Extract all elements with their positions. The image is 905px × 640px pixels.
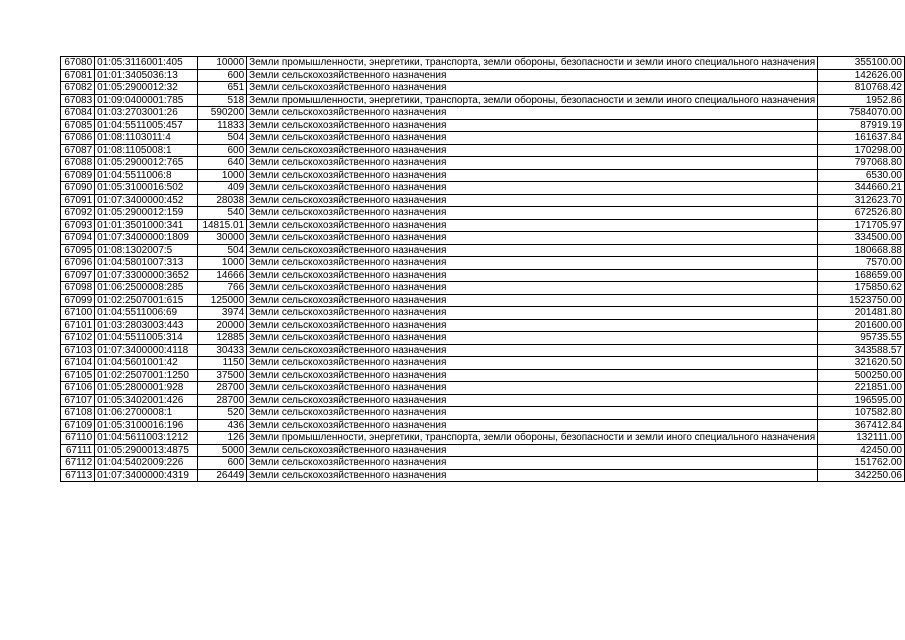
cadastral-value-cell: 1523750.00 [818,294,905,307]
area-cell: 1000 [197,169,246,182]
cadastral-value-cell: 342250.06 [818,469,905,482]
table-row [61,194,905,207]
row-number-cell: 67101 [61,319,95,332]
row-number-cell: 67088 [61,157,95,170]
cadastral-number-cell: 01:07:3400000:4319 [95,469,198,482]
table-row [61,369,905,382]
cadastral-number-cell: 01:04:5801007:313 [95,257,198,270]
row-number-cell: 67109 [61,419,95,432]
area-cell: 590200 [197,107,246,120]
land-category-cell: Земли сельскохозяйственного назначения [247,357,818,370]
table-row [61,132,905,145]
table-row [61,344,905,357]
cadastral-value-cell: 810768.42 [818,82,905,95]
row-number-cell: 67100 [61,307,95,320]
area-cell: 11833 [197,119,246,132]
table-row [61,157,905,170]
land-category-cell: Земли сельскохозяйственного назначения [247,469,818,482]
table-row [61,182,905,195]
row-number-cell: 67110 [61,432,95,445]
area-cell: 436 [197,419,246,432]
land-category-cell: Земли сельскохозяйственного назначения [247,307,818,320]
land-category-cell: Земли сельскохозяйственного назначения [247,69,818,82]
table-row [61,444,905,457]
cadastral-number-cell: 01:04:5511006:69 [95,307,198,320]
row-number-cell: 67085 [61,119,95,132]
cadastral-value-cell: 7570.00 [818,257,905,270]
cadastral-number-cell: 01:09:0400001:785 [95,94,198,107]
row-number-cell: 67087 [61,144,95,157]
table-row [61,332,905,345]
area-cell: 125000 [197,294,246,307]
cadastral-value-cell: 107582.80 [818,407,905,420]
cadastral-value-cell: 1952.86 [818,94,905,107]
row-number-cell: 67106 [61,382,95,395]
table-row [61,82,905,95]
table-row [61,319,905,332]
row-number-cell: 67107 [61,394,95,407]
cadastral-value-cell: 87919.19 [818,119,905,132]
table-row [61,432,905,445]
land-category-cell: Земли сельскохозяйственного назначения [247,344,818,357]
area-cell: 14815.01 [197,219,246,232]
cadastral-number-cell: 01:08:1105008:1 [95,144,198,157]
land-category-cell: Земли сельскохозяйственного назначения [247,382,818,395]
area-cell: 1150 [197,357,246,370]
area-cell: 600 [197,69,246,82]
table-row [61,219,905,232]
land-category-cell: Земли сельскохозяйственного назначения [247,119,818,132]
row-number-cell: 67102 [61,332,95,345]
cadastral-value-cell: 132111.00 [818,432,905,445]
table-row [61,144,905,157]
row-number-cell: 67096 [61,257,95,270]
land-category-cell: Земли сельскохозяйственного назначения [247,157,818,170]
land-category-cell: Земли промышленности, энергетики, транспорта, земли обороны, безопасности и земли иного специального назначения [247,432,818,445]
cadastral-value-cell: 500250.00 [818,369,905,382]
row-number-cell: 67083 [61,94,95,107]
cadastral-number-cell: 01:01:3501000:341 [95,219,198,232]
area-cell: 640 [197,157,246,170]
table-row [61,244,905,257]
area-cell: 651 [197,82,246,95]
land-category-cell: Земли сельскохозяйственного назначения [247,269,818,282]
area-cell: 10000 [197,57,246,70]
cadastral-value-cell: 6530.00 [818,169,905,182]
land-registry-table [60,56,905,482]
table-row [61,257,905,270]
cadastral-value-cell: 312623.70 [818,194,905,207]
area-cell: 26449 [197,469,246,482]
cadastral-number-cell: 01:08:1103011:4 [95,132,198,145]
cadastral-number-cell: 01:04:5511005:314 [95,332,198,345]
table-row [61,107,905,120]
land-category-cell: Земли промышленности, энергетики, транспорта, земли обороны, безопасности и земли иного специального назначения [247,94,818,107]
table-row [61,269,905,282]
area-cell: 20000 [197,319,246,332]
row-number-cell: 67105 [61,369,95,382]
cadastral-value-cell: 42450.00 [818,444,905,457]
land-category-cell: Земли сельскохозяйственного назначения [247,444,818,457]
cadastral-number-cell: 01:05:3116001:405 [95,57,198,70]
area-cell: 520 [197,407,246,420]
land-category-cell: Земли сельскохозяйственного назначения [247,457,818,470]
table-row [61,357,905,370]
row-number-cell: 67113 [61,469,95,482]
area-cell: 14666 [197,269,246,282]
area-cell: 5000 [197,444,246,457]
cadastral-number-cell: 01:05:3100016:502 [95,182,198,195]
cadastral-number-cell: 01:05:2900013:4875 [95,444,198,457]
cadastral-number-cell: 01:01:3405036:13 [95,69,198,82]
land-category-cell: Земли сельскохозяйственного назначения [247,132,818,145]
land-category-cell: Земли сельскохозяйственного назначения [247,407,818,420]
cadastral-value-cell: 170298.00 [818,144,905,157]
table-row [61,307,905,320]
cadastral-value-cell: 343588.57 [818,344,905,357]
row-number-cell: 67103 [61,344,95,357]
cadastral-value-cell: 7584070.00 [818,107,905,120]
row-number-cell: 67091 [61,194,95,207]
cadastral-number-cell: 01:04:5601001:42 [95,357,198,370]
row-number-cell: 67098 [61,282,95,295]
row-number-cell: 67084 [61,107,95,120]
row-number-cell: 67082 [61,82,95,95]
row-number-cell: 67090 [61,182,95,195]
area-cell: 766 [197,282,246,295]
table-row [61,294,905,307]
table-row [61,282,905,295]
table-row [61,207,905,220]
cadastral-number-cell: 01:05:2900012:159 [95,207,198,220]
cadastral-value-cell: 175850.62 [818,282,905,295]
cadastral-value-cell: 180668.88 [818,244,905,257]
area-cell: 30433 [197,344,246,357]
table-row [61,394,905,407]
row-number-cell: 67095 [61,244,95,257]
cadastral-number-cell: 01:05:3100016:196 [95,419,198,432]
row-number-cell: 67086 [61,132,95,145]
cadastral-number-cell: 01:05:2900012:765 [95,157,198,170]
cadastral-number-cell: 01:06:2700008:1 [95,407,198,420]
cadastral-number-cell: 01:07:3400000:4118 [95,344,198,357]
row-number-cell: 67112 [61,457,95,470]
area-cell: 12885 [197,332,246,345]
land-category-cell: Земли сельскохозяйственного назначения [247,194,818,207]
cadastral-number-cell: 01:05:2900012:32 [95,82,198,95]
area-cell: 504 [197,132,246,145]
land-category-cell: Земли сельскохозяйственного назначения [247,207,818,220]
table-row [61,469,905,482]
table-row [61,69,905,82]
land-category-cell: Земли сельскохозяйственного назначения [247,169,818,182]
area-cell: 600 [197,144,246,157]
land-category-cell: Земли сельскохозяйственного назначения [247,282,818,295]
area-cell: 3974 [197,307,246,320]
cadastral-value-cell: 355100.00 [818,57,905,70]
cadastral-value-cell: 142626.00 [818,69,905,82]
land-category-cell: Земли сельскохозяйственного назначения [247,369,818,382]
table-row [61,407,905,420]
area-cell: 504 [197,244,246,257]
row-number-cell: 67094 [61,232,95,245]
table-row [61,382,905,395]
cadastral-value-cell: 797068.80 [818,157,905,170]
cadastral-number-cell: 01:02:2507001:615 [95,294,198,307]
area-cell: 37500 [197,369,246,382]
area-cell: 28700 [197,394,246,407]
cadastral-number-cell: 01:02:2507001:1250 [95,369,198,382]
table-row [61,94,905,107]
cadastral-value-cell: 171705.97 [818,219,905,232]
row-number-cell: 67099 [61,294,95,307]
cadastral-value-cell: 221851.00 [818,382,905,395]
row-number-cell: 67104 [61,357,95,370]
table-row [61,232,905,245]
table-row [61,419,905,432]
cadastral-value-cell: 201600.00 [818,319,905,332]
table-row [61,119,905,132]
area-cell: 28700 [197,382,246,395]
table-row [61,57,905,70]
cadastral-value-cell: 95735.55 [818,332,905,345]
cadastral-number-cell: 01:07:3400000:452 [95,194,198,207]
land-category-cell: Земли промышленности, энергетики, транспорта, земли обороны, безопасности и земли иного специального назначения [247,57,818,70]
area-cell: 540 [197,207,246,220]
cadastral-value-cell: 367412.84 [818,419,905,432]
row-number-cell: 67111 [61,444,95,457]
cadastral-value-cell: 672526.80 [818,207,905,220]
row-number-cell: 67092 [61,207,95,220]
land-category-cell: Земли сельскохозяйственного назначения [247,332,818,345]
land-category-cell: Земли сельскохозяйственного назначения [247,144,818,157]
land-category-cell: Земли сельскохозяйственного назначения [247,232,818,245]
cadastral-value-cell: 344660.21 [818,182,905,195]
row-number-cell: 67089 [61,169,95,182]
row-number-cell: 67080 [61,57,95,70]
cadastral-number-cell: 01:04:5402009:226 [95,457,198,470]
cadastral-value-cell: 334500.00 [818,232,905,245]
area-cell: 1000 [197,257,246,270]
land-category-cell: Земли сельскохозяйственного назначения [247,182,818,195]
land-category-cell: Земли сельскохозяйственного назначения [247,107,818,120]
area-cell: 30000 [197,232,246,245]
land-category-cell: Земли сельскохозяйственного назначения [247,294,818,307]
row-number-cell: 67081 [61,69,95,82]
area-cell: 28038 [197,194,246,207]
cadastral-number-cell: 01:05:2800001:928 [95,382,198,395]
area-cell: 518 [197,94,246,107]
land-category-cell: Земли сельскохозяйственного назначения [247,244,818,257]
land-category-cell: Земли сельскохозяйственного назначения [247,319,818,332]
cadastral-value-cell: 151762.00 [818,457,905,470]
area-cell: 409 [197,182,246,195]
table-row [61,169,905,182]
land-registry-body [61,57,905,482]
area-cell: 126 [197,432,246,445]
cadastral-number-cell: 01:07:3400000:1809 [95,232,198,245]
row-number-cell: 67093 [61,219,95,232]
cadastral-number-cell: 01:05:3402001:426 [95,394,198,407]
row-number-cell: 67108 [61,407,95,420]
land-category-cell: Земли сельскохозяйственного назначения [247,82,818,95]
cadastral-value-cell: 196595.00 [818,394,905,407]
cadastral-number-cell: 01:04:5511005:457 [95,119,198,132]
table-row [61,457,905,470]
cadastral-number-cell: 01:07:3300000:3652 [95,269,198,282]
land-category-cell: Земли сельскохозяйственного назначения [247,257,818,270]
cadastral-value-cell: 321620.50 [818,357,905,370]
land-category-cell: Земли сельскохозяйственного назначения [247,394,818,407]
cadastral-value-cell: 161637.84 [818,132,905,145]
cadastral-number-cell: 01:03:2703001:26 [95,107,198,120]
land-category-cell: Земли сельскохозяйственного назначения [247,219,818,232]
cadastral-number-cell: 01:04:5611003:1212 [95,432,198,445]
row-number-cell: 67097 [61,269,95,282]
cadastral-number-cell: 01:06:2500008:285 [95,282,198,295]
cadastral-number-cell: 01:08:1302007:5 [95,244,198,257]
cadastral-number-cell: 01:04:5511006:8 [95,169,198,182]
cadastral-value-cell: 201481.80 [818,307,905,320]
cadastral-value-cell: 168659.00 [818,269,905,282]
cadastral-number-cell: 01:03:2803003:443 [95,319,198,332]
area-cell: 600 [197,457,246,470]
land-category-cell: Земли сельскохозяйственного назначения [247,419,818,432]
